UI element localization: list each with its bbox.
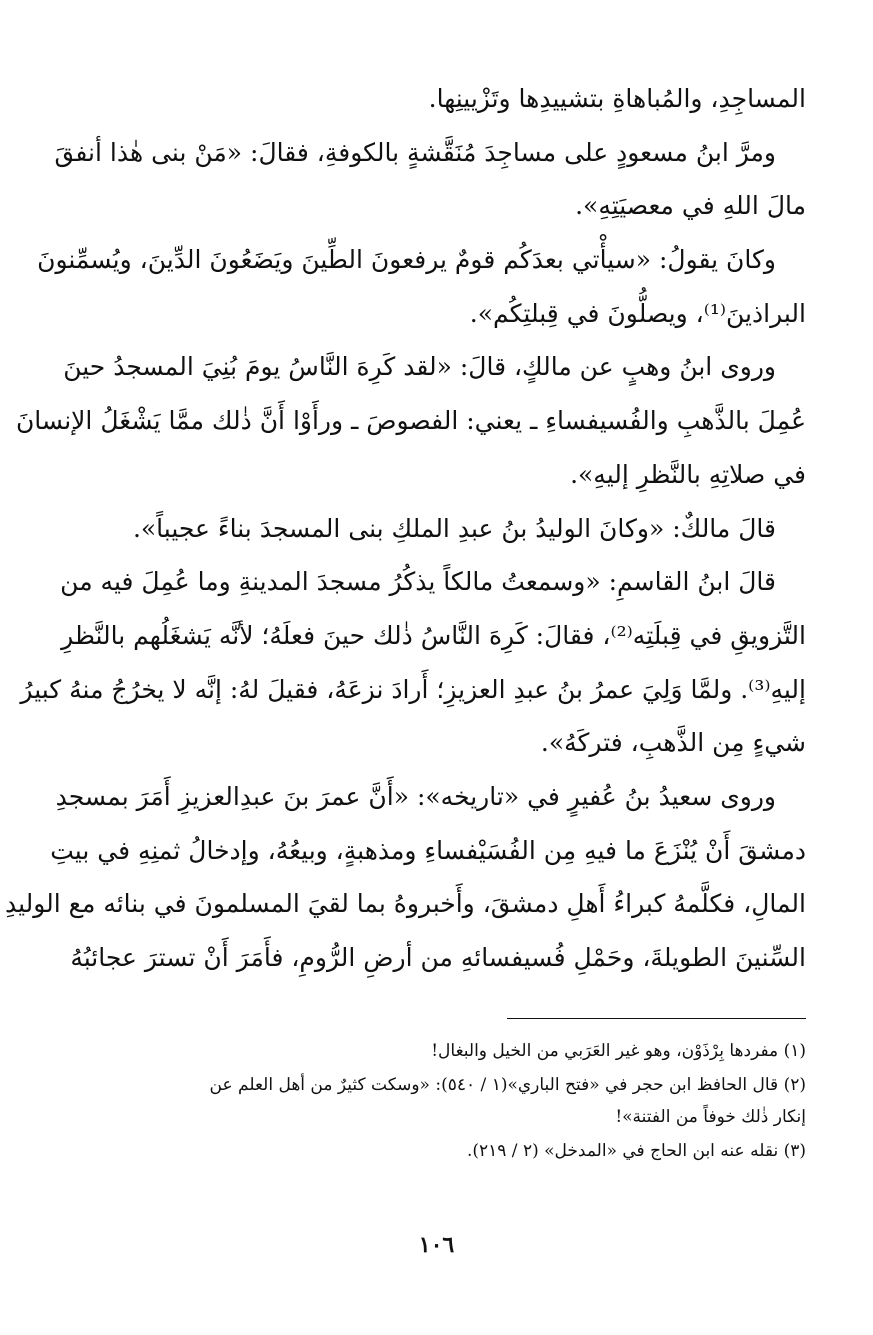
footnote-line: (٢) قال الحافظ ابن حجر في «فتح الباري»(١ / ٥٤٠): «وسكت كثيرٌ من أهل العلم عن: [209, 1075, 806, 1095]
text-line: إليهِ⁽³⁾. ولمَّا وَلِيَ عمرُ بنُ عبدِ العزيزِ؛ أَرادَ نزعَهُ، فقيلَ لهُ: إنَّه لا يخرُجُ منهُ كبيرُ: [20, 674, 806, 704]
text-line: وكانَ يقولُ: «سيأْتي بعدَكُم قومٌ يرفعونَ الطِّينَ ويَضَعُونَ الدِّينَ، ويُسمِّنونَ: [37, 245, 776, 275]
footnote-3: [74, 1140, 806, 1162]
text-line: البراذينَ⁽¹⁾، ويصلُّونَ في قِبلتِكُم».: [469, 298, 806, 328]
page-number: ١٠٦: [418, 1232, 455, 1258]
text-line: وروى سعيدُ بنُ عُفيرٍ في «تاريخه»: «أَنَّ عمرَ بنَ عبدِالعزيزِ أَمَرَ بمسجدِ: [55, 781, 776, 811]
text-line: دمشقَ أَنْ يُنْزَعَ ما فيهِ مِن الفُسَيْفساءِ ومذهبةٍ، وبيعُهُ، وإدخالُ ثمنِهِ في بيتِ: [50, 835, 806, 865]
footnote-1: [74, 1040, 806, 1062]
text-line: المالِ، فكلَّمهُ كبراءُ أَهلِ دمشقَ، وأَخبروهُ بما لقيَ المسلمونَ في بنائه مع الوليدِ: [4, 889, 806, 919]
text-line: شيءٍ مِن الذَّهبِ، فتركَهُ».: [540, 728, 806, 758]
footnote-line: إنكار ذٰلك خوفاً من الفتنة»!: [615, 1107, 806, 1127]
footnote-2: [74, 1074, 806, 1128]
text-line: قالَ ابنُ القاسمِ: «وسمعتُ مالكاً يذكُرُ مسجدَ المدينةِ وما عُمِلَ فيه من: [60, 567, 776, 597]
text-line: التَّزويقِ في قِبلَتِه⁽²⁾، فقالَ: كَرِهَ النَّاسُ ذٰلك حينَ فعلَهُ؛ لأنَّه يَشغَلُهم بالنَّظرِ: [61, 620, 806, 650]
footnote-line: (٣) نقله عنه ابن الحاج في «المدخل» (٢ / ٢١٩).: [466, 1141, 806, 1161]
footnotes: [74, 1040, 806, 1174]
text-line: وروى ابنُ وهبٍ عن مالكٍ، قالَ: «لقد كَرِهَ النَّاسُ يومَ بُنِيَ المسجدُ حينَ: [63, 352, 776, 382]
main-text: [4, 84, 806, 997]
text-line: قالَ مالكٌ: «وكانَ الوليدُ بنُ عبدِ الملكِ بنى المسجدَ بناءً عجيباً».: [132, 513, 776, 543]
footnote-separator: [507, 1018, 806, 1019]
text-line: مالَ اللهِ في معصيَتِهِ».: [575, 191, 806, 221]
footnote-line: (١) مفردها بِرْذَوْن، وهو غير العَرَبي من الخيل والبغال!: [431, 1041, 806, 1061]
text-line: السِّنينَ الطويلةَ، وحَمْلِ فُسيفسائهِ من أرضِ الرُّومِ، فأَمَرَ أَنْ تسترَ عجائبُهُ: [70, 943, 806, 972]
text-line: ومرَّ ابنُ مسعودٍ على مساجِدَ مُنَقَّشةٍ بالكوفةِ، فقالَ: «مَنْ بنى هٰذا أنفقَ: [54, 137, 776, 167]
text-line: عُمِلَ بالذَّهبِ والفُسيفساءِ ـ يعني: الفصوصَ ـ ورأَوْا أَنَّ ذٰلك ممَّا يَشْغَلُ الإنسانَ: [15, 406, 806, 436]
text-line: في صلاتِهِ بالنَّظرِ إليهِ».: [570, 459, 806, 489]
text-line: المساجِدِ، والمُباهاةِ بتشييدِها وتَزْيينِها.: [428, 84, 806, 113]
